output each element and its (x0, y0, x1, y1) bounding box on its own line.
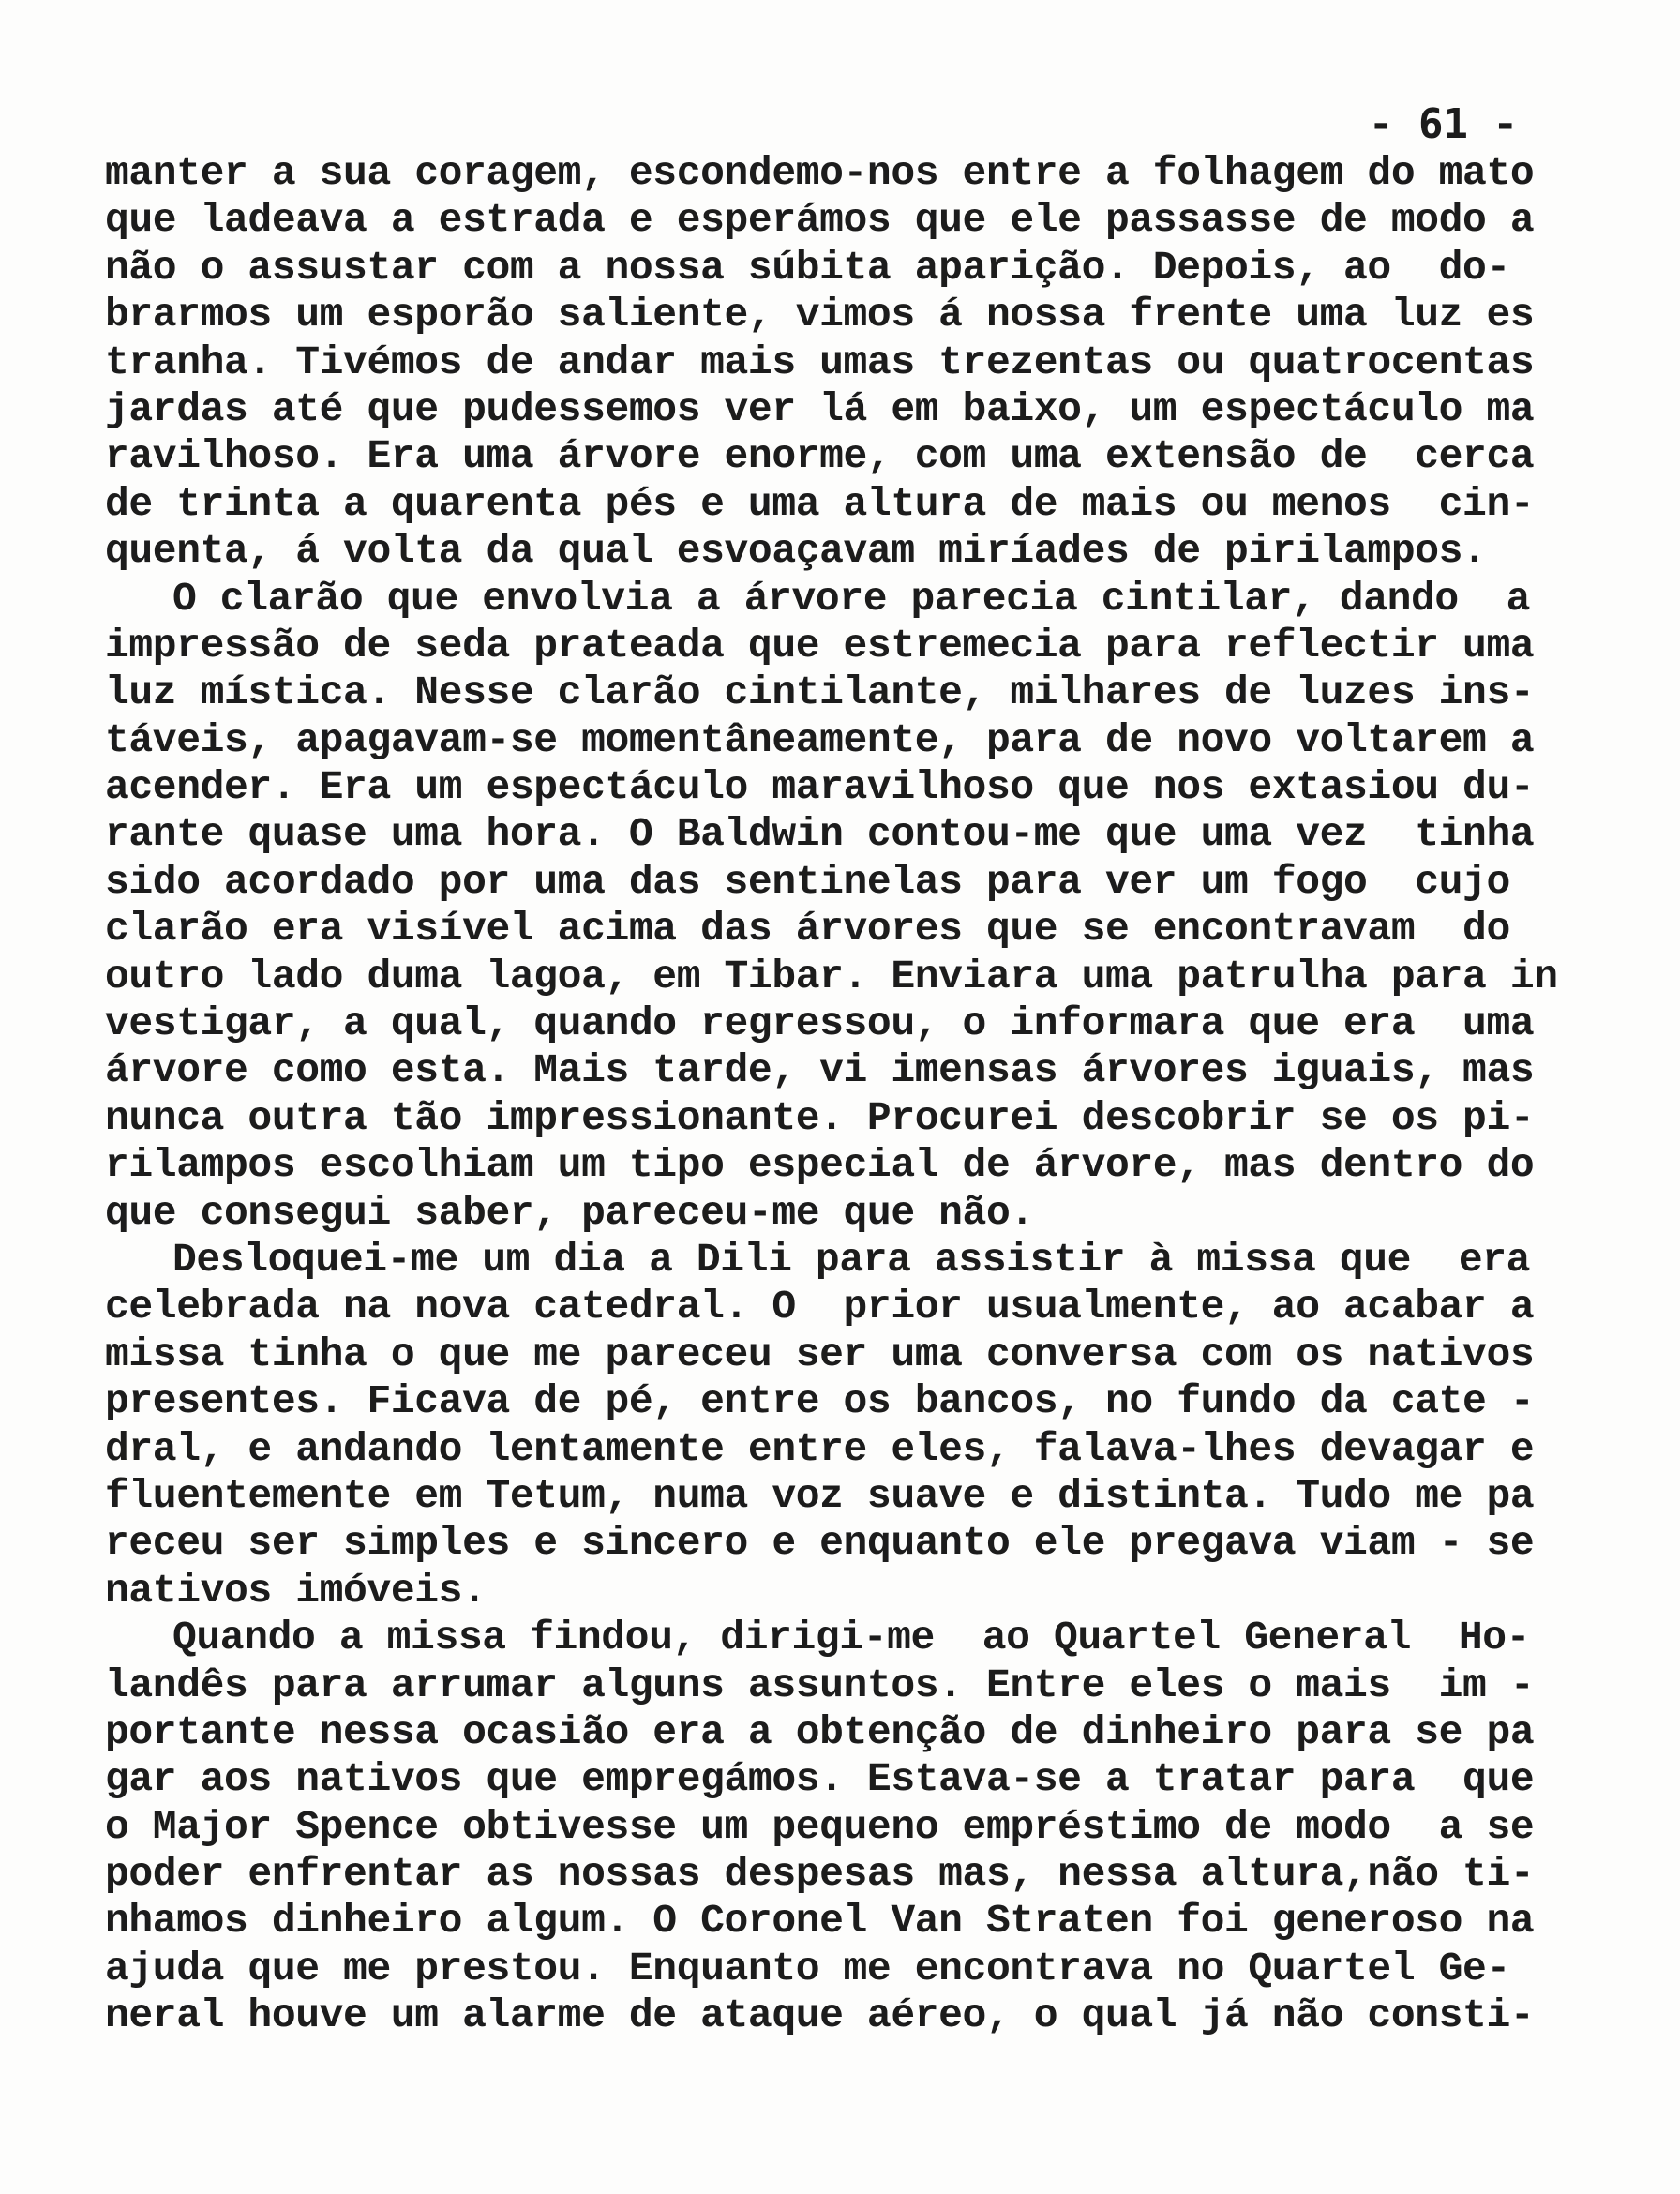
text-line: que ladeava a estrada e esperámos que ele passasse de modo a (105, 197, 1535, 244)
text-line: receu ser simples e sincero e enquanto ele pregava viam - se (105, 1520, 1535, 1567)
text-line: manter a sua coragem, escondemo-nos entre a folhagem do mato (105, 150, 1535, 196)
text-line: outro lado duma lagoa, em Tibar. Enviara uma patrulha para in (105, 953, 1558, 999)
text-line: o Major Spence obtivesse um pequeno empréstimo de modo a se (105, 1803, 1535, 1850)
text-line: celebrada na nova catedral. O prior usualmente, ao acabar a (105, 1284, 1535, 1330)
paragraph-start-line: O clarão que envolvia a árvore parecia cintilar, dando a (172, 575, 1531, 622)
page-number: - 61 - (1369, 100, 1518, 148)
text-line: landês para arrumar alguns assuntos. Entre eles o mais im - (105, 1661, 1535, 1708)
text-line: rilampos escolhiam um tipo especial de árvore, mas dentro do (105, 1142, 1535, 1189)
text-line: clarão era visível acima das árvores que se encontravam do (105, 906, 1510, 953)
text-line: poder enfrentar as nossas despesas mas, nessa altura,não ti- (105, 1851, 1535, 1898)
text-line: gar aos nativos que empregámos. Estava-se a tratar para que (105, 1756, 1535, 1803)
text-line: vestigar, a qual, quando regressou, o informara que era uma (105, 1000, 1535, 1047)
text-line: quenta, á volta da qual esvoaçavam miríades de pirilampos. (105, 528, 1487, 575)
text-line: nativos imóveis. (105, 1567, 487, 1614)
text-line: luz mística. Nesse clarão cintilante, milhares de luzes ins- (105, 669, 1535, 716)
text-line: acender. Era um espectáculo maravilhoso que nos extasiou du- (105, 764, 1535, 811)
text-line: dral, e andando lentamente entre eles, falava-lhes devagar e (105, 1425, 1535, 1472)
text-line: nunca outra tão impressionante. Procurei descobrir se os pi- (105, 1094, 1535, 1141)
text-line: fluentemente em Tetum, numa voz suave e distinta. Tudo me pa (105, 1472, 1535, 1519)
text-line: que consegui saber, pareceu-me que não. (105, 1189, 1034, 1236)
text-line: jardas até que pudessemos ver lá em baixo, um espectáculo ma (105, 385, 1535, 432)
text-line: ravilhoso. Era uma árvore enorme, com uma extensão de cerca (105, 433, 1535, 480)
paragraph-start-line: Quando a missa findou, dirigi-me ao Quartel General Ho- (172, 1615, 1531, 1661)
text-line: árvore como esta. Mais tarde, vi imensas árvores iguais, mas (105, 1047, 1535, 1094)
text-line: de trinta a quarenta pés e uma altura de mais ou menos cin- (105, 480, 1535, 527)
text-line: presentes. Ficava de pé, entre os bancos, no fundo da cate - (105, 1378, 1535, 1425)
text-line: impressão de seda prateada que estremecia para reflectir uma (105, 622, 1535, 669)
text-line: rante quase uma hora. O Baldwin contou-me que uma vez tinha (105, 811, 1535, 858)
text-line: táveis, apagavam-se momentâneamente, para de novo voltarem a (105, 716, 1535, 763)
text-line: portante nessa ocasião era a obtenção de dinheiro para se pa (105, 1708, 1535, 1755)
text-line: brarmos um esporão saliente, vimos á nossa frente uma luz es (105, 292, 1535, 338)
text-line: missa tinha o que me pareceu ser uma conversa com os nativos (105, 1330, 1535, 1377)
text-line: neral houve um alarme de ataque aéreo, o qual já não consti- (105, 1992, 1535, 2039)
text-line: sido acordado por uma das sentinelas para ver um fogo cujo (105, 858, 1510, 905)
text-line: tranha. Tivémos de andar mais umas trezentas ou quatrocentas (105, 338, 1535, 385)
text-line: ajuda que me prestou. Enquanto me encontrava no Quartel Ge- (105, 1945, 1510, 1991)
text-line: nhamos dinheiro algum. O Coronel Van Straten foi generoso na (105, 1898, 1535, 1945)
body-text (105, 150, 1568, 2040)
paragraph-start-line: Desloquei-me um dia a Dili para assistir à missa que era (172, 1236, 1531, 1283)
text-line: não o assustar com a nossa súbita aparição. Depois, ao do- (105, 244, 1510, 291)
